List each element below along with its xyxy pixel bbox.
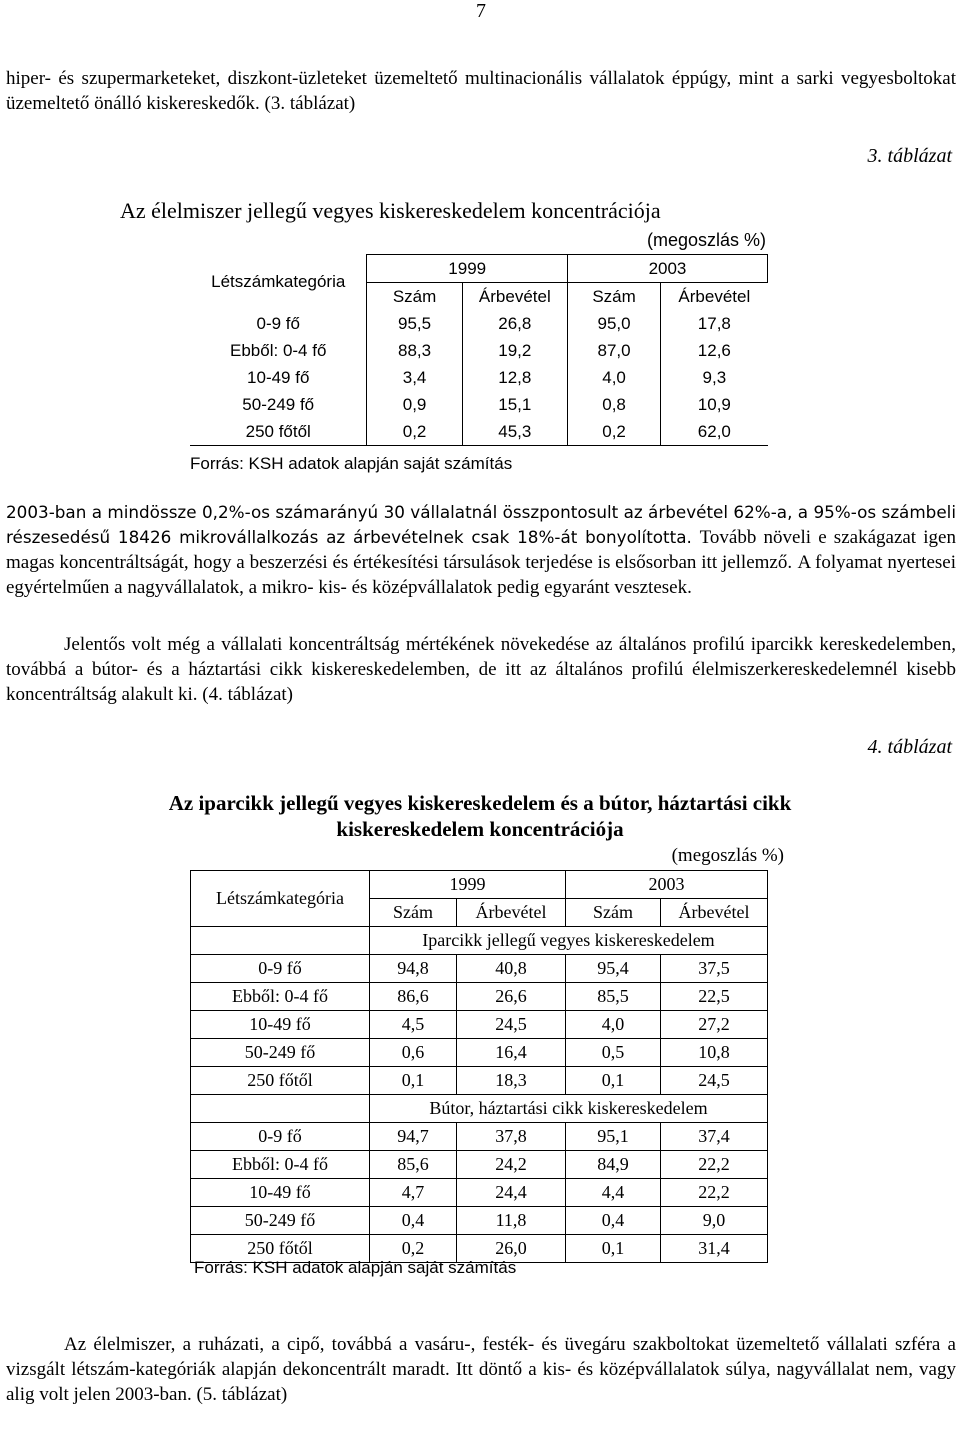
table3-row [190,418,768,446]
cell-value: 19,2 [462,337,567,364]
paragraph-4: Az élelmiszer, a ruházati, a cipő, továbbá a vasáru-, festék- és üvegáru szakboltokat üzemeltető vállalati szféra a vizsgált létszám-kategóriák alapján dekoncentrált maradt. Itt döntő a kis- és középvállalatok súlya, nagyvállalat nem, vagy alig volt jelen 2003-ban. (5. táblázat) [6,1334,956,1405]
table4-section1-row [191,1067,768,1095]
cell-value: 17,8 [661,310,768,337]
row-label: 10-49 fő [191,1179,370,1207]
cell-value: 16,4 [457,1039,566,1067]
table3-row [190,310,768,337]
table3-header-category: Létszámkategória [190,255,367,311]
table3-sub-szam-2003: Szám [592,286,636,306]
table3 [190,254,768,446]
cell-value: 24,2 [457,1151,566,1179]
table4-section2-title: Bútor, háztartási cikk kiskereskedelem [370,1095,768,1123]
cell-value: 0,4 [370,1207,457,1235]
cell-value: 0,8 [602,394,626,414]
table4-title-line1: Az iparcikk jellegű vegyes kiskereskedelem és a bútor, háztartási cikk [168,791,792,815]
paragraph-2 [6,500,956,600]
cell-value: 95,0 [597,313,631,333]
table3-sub-szam-1999: Szám [392,286,437,306]
cell-value: 10,9 [661,391,768,418]
row-label: 0-9 fő [191,955,370,983]
cell-value: 94,7 [370,1123,457,1151]
cell-value: 22,2 [661,1151,768,1179]
cell-value: 3,4 [402,367,427,387]
cell-value: 95,5 [398,313,432,333]
cell-value: 27,2 [661,1011,768,1039]
cell-value: 4,5 [370,1011,457,1039]
cell-value: 12,8 [462,364,567,391]
table4-sub-szam-1999: Szám [370,899,457,927]
table4-section2-row [191,1123,768,1151]
cell-value: 26,0 [457,1235,566,1263]
table4-header-year1: 1999 [370,871,566,899]
cell-value: 62,0 [661,418,768,446]
cell-value: 0,1 [370,1067,457,1095]
table3-header-year2: 2003 [567,255,767,283]
cell-value: 22,5 [661,983,768,1011]
cell-value: 12,6 [661,337,768,364]
table3-unit: (megoszlás %) [646,230,766,250]
cell-value: 0,1 [566,1235,661,1263]
row-label: 250 főtől [191,1235,370,1263]
row-label: Ebből: 0-4 fő [191,983,370,1011]
cell-value: 0,5 [566,1039,661,1067]
cell-value: 31,4 [661,1235,768,1263]
paragraph-3: Jelentős volt még a vállalati koncentráltság mértékének növekedése az általános profilú iparcikk kereskedelemben, továbbá a bútor- és a háztartási cikk kiskereskedelemben, de itt az általános profilú élelmiszerkereskedelemnél kisebb koncentráltság alakult ki. (4. táblázat) [6,634,956,705]
table4-section2-spacer [191,1095,370,1123]
cell-value: 0,2 [567,418,660,446]
cell-value: 95,1 [566,1123,661,1151]
row-label: Ebből: 0-4 fő [190,337,367,364]
table4-section2-row [191,1179,768,1207]
cell-value: 86,6 [370,983,457,1011]
cell-value: 18,3 [457,1067,566,1095]
table3-row [190,337,768,364]
table4-unit: (megoszlás %) [671,845,784,866]
cell-value: 84,9 [566,1151,661,1179]
cell-value: 0,6 [370,1039,457,1067]
table4-section1-row [191,955,768,983]
table4-section1-row [191,1039,768,1067]
table4-title [60,790,900,842]
paragraph-2-text: 2003-ban a mindössze 0,2%-os számarányú 30 vállalatnál összpontosult az árbevétel 62%-a, a 95%-os számbeli részesedésű 18426 mikrovállalkozás az árbevételnek csak 18%-át bonyolította. [6,502,956,547]
cell-value: 85,5 [566,983,661,1011]
cell-value: 4,4 [566,1179,661,1207]
paragraph-2c-text: A folyamat nyertesei egyértelműen a nagyvállalatok, a mikro- kis- és középvállalatok pedig egyaránt vesztesek. [6,552,956,598]
row-label: 50-249 fő [191,1207,370,1235]
cell-value: 11,8 [457,1207,566,1235]
paragraph-2b-text: Tovább növeli e szakágazat igen magas koncentráltságát, hogy a beszerzési és értékesítési társulások terjedése is elsősorban itt jellemző. [6,527,956,573]
table4-section1-row [191,983,768,1011]
cell-value: 9,0 [661,1207,768,1235]
cell-value: 0,2 [370,1235,457,1263]
row-label: 10-49 fő [190,364,367,391]
intro-paragraph: hiper- és szupermarketeket, diszkont-üzleteket üzemeltető multinacionális vállalatok éppúgy, mint a sarki vegyesboltokat üzemeltető önálló kiskereskedők. (3. táblázat) [6,68,956,114]
cell-value: 4,0 [602,367,626,387]
table3-label: 3. táblázat [867,145,952,167]
cell-value: 22,2 [661,1179,768,1207]
table3-header-year1: 1999 [367,255,568,283]
row-label: 50-249 fő [191,1039,370,1067]
table4-section1-spacer [191,927,370,955]
cell-value: 37,5 [661,955,768,983]
cell-value: 88,3 [398,340,432,360]
row-label: 10-49 fő [191,1011,370,1039]
table4-section2-row [191,1151,768,1179]
cell-value: 0,2 [367,418,462,446]
cell-value: 95,4 [566,955,661,983]
table3-sub-arbevetel-1999: Árbevétel [462,283,567,311]
cell-value: 24,5 [457,1011,566,1039]
table3-row [190,364,768,391]
table4-section1-row [191,1011,768,1039]
cell-value: 15,1 [462,391,567,418]
cell-value: 94,8 [370,955,457,983]
table4-section1-title: Iparcikk jellegű vegyes kiskereskedelem [370,927,768,955]
row-label: 0-9 fő [191,1123,370,1151]
cell-value: 87,0 [597,340,631,360]
cell-value: 40,8 [457,955,566,983]
table4 [190,870,768,1263]
table4-header-category: Létszámkategória [191,871,370,927]
table3-title: Az élelmiszer jellegű vegyes kiskereskedelem koncentrációja [120,198,661,223]
cell-value: 4,0 [566,1011,661,1039]
cell-value: 0,9 [402,394,427,414]
table4-sub-arbevetel-1999: Árbevétel [457,899,566,927]
cell-value: 37,8 [457,1123,566,1151]
table3-row [190,391,768,418]
cell-value: 24,4 [457,1179,566,1207]
cell-value: 10,8 [661,1039,768,1067]
row-label: 250 főtől [190,418,367,446]
table4-sub-arbevetel-2003: Árbevétel [661,899,768,927]
cell-value: 4,7 [370,1179,457,1207]
cell-value: 9,3 [661,364,768,391]
table4-section2-row [191,1207,768,1235]
row-label: 0-9 fő [190,310,367,337]
table4-header-year2: 2003 [566,871,768,899]
cell-value: 85,6 [370,1151,457,1179]
cell-value: 37,4 [661,1123,768,1151]
table3-source: Forrás: KSH adatok alapján saját számítás [190,454,513,473]
page-number: 7 [476,0,486,22]
cell-value: 45,3 [462,418,567,446]
cell-value: 0,1 [566,1067,661,1095]
cell-value: 24,5 [661,1067,768,1095]
table3-sub-arbevetel-2003: Árbevétel [661,283,768,311]
row-label: 50-249 fő [190,391,367,418]
row-label: Ebből: 0-4 fő [191,1151,370,1179]
table4-source: Forrás: KSH adatok alapján saját számítás [194,1258,517,1277]
table4-title-line2: kiskereskedelem koncentrációja [336,817,624,841]
table4-label: 4. táblázat [867,736,952,758]
cell-value: 0,4 [566,1207,661,1235]
row-label: 250 főtől [191,1067,370,1095]
table4-sub-szam-2003: Szám [566,899,661,927]
cell-value: 26,6 [457,983,566,1011]
cell-value: 26,8 [462,310,567,337]
